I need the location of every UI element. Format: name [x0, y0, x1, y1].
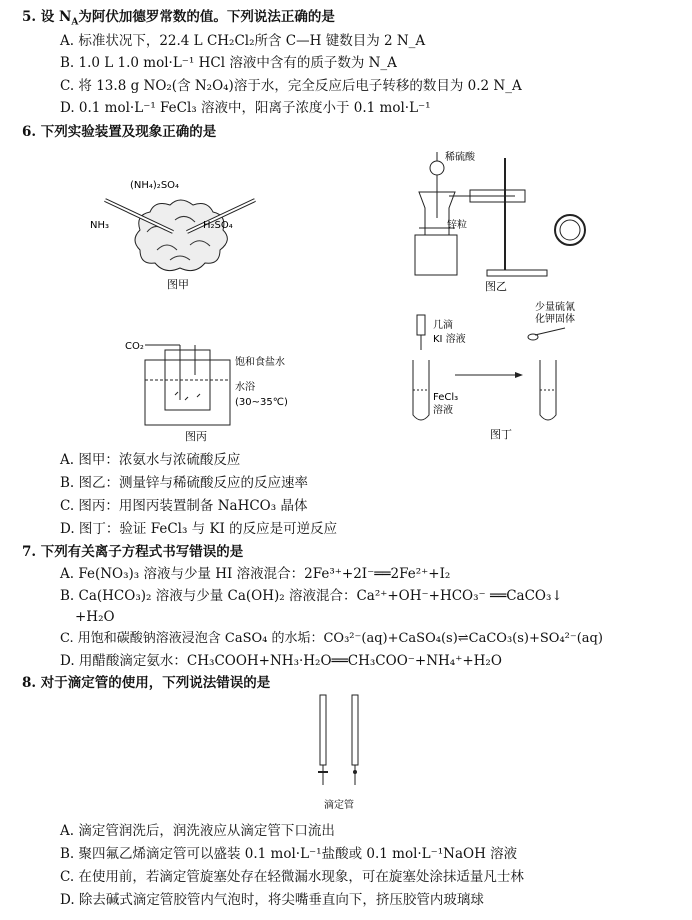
- q8-option-a: A. 滴定管润洗后，润洗液应从滴定管下口流出: [60, 823, 335, 839]
- ding-kscn-label-1: 少量硫氰: [535, 302, 575, 313]
- jia-right-label: H₂SO₄: [203, 220, 233, 231]
- q8-stem: 8. 对于滴定管的使用，下列说法错误的是: [22, 675, 271, 691]
- q6-option-c: C. 图丙：用图丙装置制备 NaHCO₃ 晶体: [60, 498, 308, 514]
- jia-caption: 图甲: [167, 278, 189, 291]
- q6-stem: 6. 下列实验装置及现象正确的是: [22, 124, 217, 140]
- q5-option-d: D. 0.1 mol·L⁻¹ FeCl₃ 溶液中，阳离子浓度小于 0.1 mol·L⁻¹: [60, 100, 431, 116]
- q8-option-b: B. 聚四氟乙烯滴定管可以盛装 0.1 mol·L⁻¹盐酸或 0.1 mol·L⁻¹NaOH 溶液: [60, 846, 518, 862]
- figure-jia: [85, 160, 275, 295]
- ding-ki-label: KI 溶液: [433, 334, 466, 345]
- bing-temp-label: (30~35℃): [235, 397, 288, 408]
- q7-option-a: A. Fe(NO₃)₃ 溶液与少量 HI 溶液混合：2Fe³⁺+2I⁻══2Fe²⁺+I₂: [60, 566, 451, 582]
- bing-caption: 图丙: [185, 430, 207, 443]
- figure-burette: [300, 690, 380, 815]
- figure-bing: [125, 335, 305, 445]
- q5-option-c: C. 将 13.8 g NO₂(含 N₂O₄)溶于水，完全反应后电子转移的数目为 0.2 N_A: [60, 78, 522, 94]
- q8-option-d: D. 除去碱式滴定管胶管内气泡时，将尖嘴垂直向下，挤压胶管内玻璃球: [60, 892, 484, 908]
- q5-option-b: B. 1.0 L 1.0 mol·L⁻¹ HCl 溶液中含有的质子数为 N_A: [60, 55, 397, 71]
- burette-caption: 滴定管: [324, 800, 354, 811]
- bing-gas-label: CO₂: [125, 341, 144, 352]
- q6-option-d: D. 图丁：验证 FeCl₃ 与 KI 的反应是可逆反应: [60, 521, 338, 537]
- yi-acid-label: 稀硫酸: [445, 152, 475, 163]
- ding-kscn-label-2: 化钾固体: [535, 314, 575, 325]
- figure-yi: [405, 140, 605, 295]
- q7-option-c: C. 用饱和碳酸钠溶液浸泡含 CaSO₄ 的水垢：CO₃²⁻(aq)+CaSO₄(s)⇌CaCO₃(s)+SO₄²⁻(aq): [60, 631, 603, 646]
- bing-brine-label: 饱和食盐水: [235, 357, 285, 368]
- q7-stem: 7. 下列有关离子方程式书写错误的是: [22, 544, 244, 560]
- q7-option-b: B. Ca(HCO₃)₂ 溶液与少量 Ca(OH)₂ 溶液混合：Ca²⁺+OH⁻+HCO₃⁻ ══CaCO₃↓: [60, 588, 563, 604]
- bing-bath-label: 水浴: [235, 382, 255, 393]
- ding-caption: 图丁: [490, 428, 512, 441]
- q5-stem: 5. 设 $N_A$为阿伏加德罗常数的值。下列说法正确的是: [22, 9, 335, 28]
- jia-left-label: NH₃: [90, 220, 110, 231]
- ding-sol-label: 溶液: [433, 405, 453, 416]
- q5-option-a: A. 标准状况下，22.4 L CH₂Cl₂所含 C—H 键数目为 2 N_A: [60, 33, 426, 49]
- yi-caption: 图乙: [485, 280, 507, 293]
- figure-ding: [395, 300, 610, 445]
- ding-drops-label: 几滴: [433, 320, 453, 331]
- jia-top-label: (NH₄)₂SO₄: [130, 180, 180, 191]
- q7-option-b-cont: +H₂O: [75, 609, 115, 625]
- q6-option-b: B. 图乙：测量锌与稀硫酸反应的反应速率: [60, 475, 309, 491]
- yi-zinc-label: 锌粒: [447, 220, 467, 231]
- q6-option-a: A. 图甲：浓氨水与浓硫酸反应: [60, 452, 241, 468]
- q7-option-d: D. 用醋酸滴定氨水：CH₃COOH+NH₃·H₂O══CH₃COO⁻+NH₄⁺+H₂O: [60, 653, 502, 669]
- ding-fecl3-label: FeCl₃: [433, 392, 459, 403]
- q8-option-c: C. 在使用前，若滴定管旋塞处存在轻微漏水现象，可在旋塞处涂抹适量凡士林: [60, 869, 524, 885]
